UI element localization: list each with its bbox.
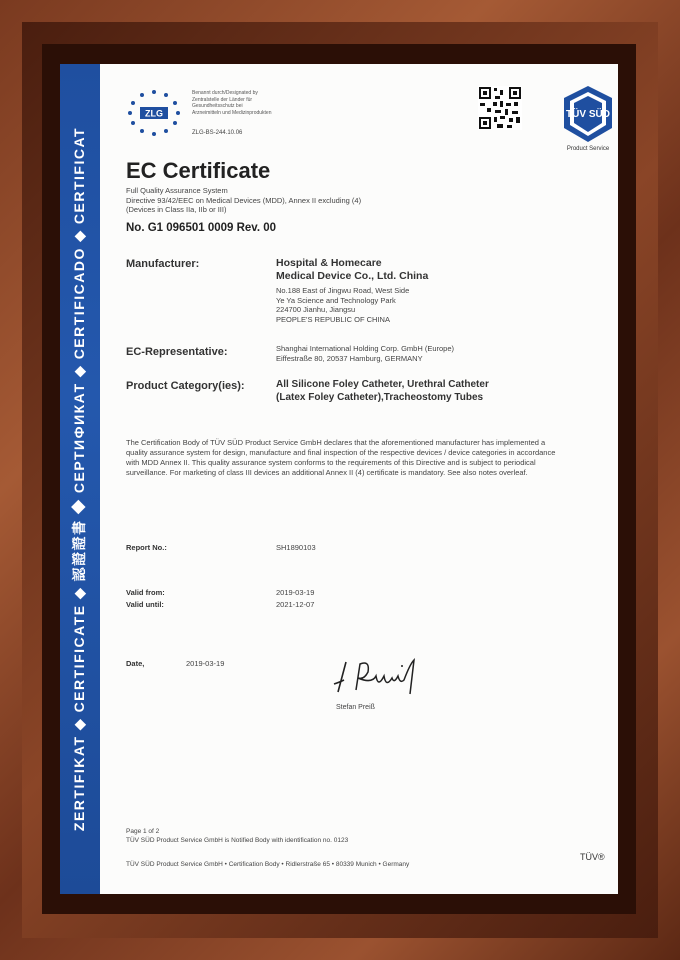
- product-category-label: Product Category(ies):: [126, 380, 245, 392]
- representative-line: Shanghai International Holding Corp. GmbH (Europe): [276, 344, 455, 353]
- manufacturer-address: [276, 286, 409, 324]
- valid-until-label: Valid until:: [126, 600, 164, 609]
- handwritten-signature-icon: [330, 654, 440, 702]
- manufacturer-name: [276, 257, 428, 283]
- tuv-logo-text: TÜV SÜD: [566, 109, 610, 120]
- valid-from-label: Valid from:: [126, 588, 165, 597]
- certificate-number: No. G1 096501 0009 Rev. 00: [126, 222, 277, 234]
- date-label: Date,: [126, 659, 145, 668]
- signer-name: Stefan Preiß: [336, 704, 375, 711]
- manufacturer-name-line: Hospital & Homecare: [276, 257, 382, 269]
- notified-body-text: TÜV SÜD Product Service GmbH is Notified Body with identification no. 0123: [126, 837, 349, 844]
- representative-label: EC-Representative:: [126, 346, 228, 358]
- certificate-title: EC Certificate: [126, 158, 271, 183]
- manufacturer-name-line: Medical Device Co., Ltd. China: [276, 270, 429, 282]
- report-number-value: SH1890103: [276, 543, 316, 552]
- side-strip: [60, 64, 100, 894]
- product-line: All Silicone Foley Catheter, Urethral Catheter: [276, 379, 489, 390]
- address-line: PEOPLE'S REPUBLIC OF CHINA: [276, 314, 390, 324]
- valid-until-value: 2021-12-07: [276, 600, 315, 609]
- zlg-code: ZLG-BS-244.10.06: [192, 130, 243, 136]
- valid-from-value: 2019-03-19: [276, 588, 315, 597]
- representative-address: [276, 344, 454, 363]
- qr-code-icon[interactable]: [478, 86, 522, 130]
- address-line: Ye Ya Science and Technology Park: [276, 295, 396, 305]
- manufacturer-label: Manufacturer:: [126, 258, 200, 270]
- zlg-designation-text: Benannt durch/Designated by Zentralstelle der Länder für Gesundheitsschutz bei Arzneimitteln und Medizinprodukten: [192, 90, 272, 116]
- page-number: Page 1 of 2: [126, 828, 160, 835]
- product-category-value: [276, 378, 489, 404]
- quality-system-description: [126, 186, 486, 215]
- declaration-text: The Certification Body of TÜV SÜD Product Service GmbH declares that the aforementioned manufacturer has implemented a quality assurance system for design, manufacture and final inspection of the respective devices / device categories in accordance with MDD Annex II. This quality assurance system conforms to the requirements of this Directive and is subject to periodical surveillance. For marketing of class III devices an additional Annex II (4) certificate is mandatory. See also notes overleaf.: [126, 438, 556, 477]
- certificate-paper: [60, 64, 618, 894]
- system-line: (Devices in Class IIa, IIb or III): [126, 205, 227, 214]
- tuv-mark: TÜV®: [580, 852, 605, 862]
- report-number-label: Report No.:: [126, 543, 167, 552]
- zlg-seal-icon: [122, 88, 186, 138]
- side-strip-text: ZERTIFIKAT ◆ CERTIFICATE ◆ 認證證書 ◆ СЕРТИФИКАТ ◆ CERTIFICADO ◆ CERTIFICAT: [71, 126, 87, 832]
- footer-address: TÜV SÜD Product Service GmbH • Certification Body • Ridlerstraße 65 • 80339 Munich • Germany: [126, 861, 410, 868]
- system-line: Directive 93/42/EEC on Medical Devices (MDD), Annex II excluding (4): [126, 195, 362, 205]
- product-line: (Latex Foley Catheter),Tracheostomy Tubes: [276, 392, 484, 403]
- system-line: Full Quality Assurance System: [126, 186, 228, 195]
- tuv-logo-subtitle: Product Service: [566, 146, 610, 152]
- svg-text:ZLG: ZLG: [145, 108, 163, 119]
- tuv-sud-logo-icon: [558, 84, 618, 148]
- address-line: 224700 Jianhu, Jiangsu: [276, 305, 356, 314]
- date-value: 2019-03-19: [186, 659, 225, 668]
- representative-line: Eiffestraße 80, 20537 Hamburg, GERMANY: [276, 353, 423, 363]
- address-line: No.188 East of Jingwu Road, West Side: [276, 286, 410, 295]
- certificate-content: [100, 64, 618, 894]
